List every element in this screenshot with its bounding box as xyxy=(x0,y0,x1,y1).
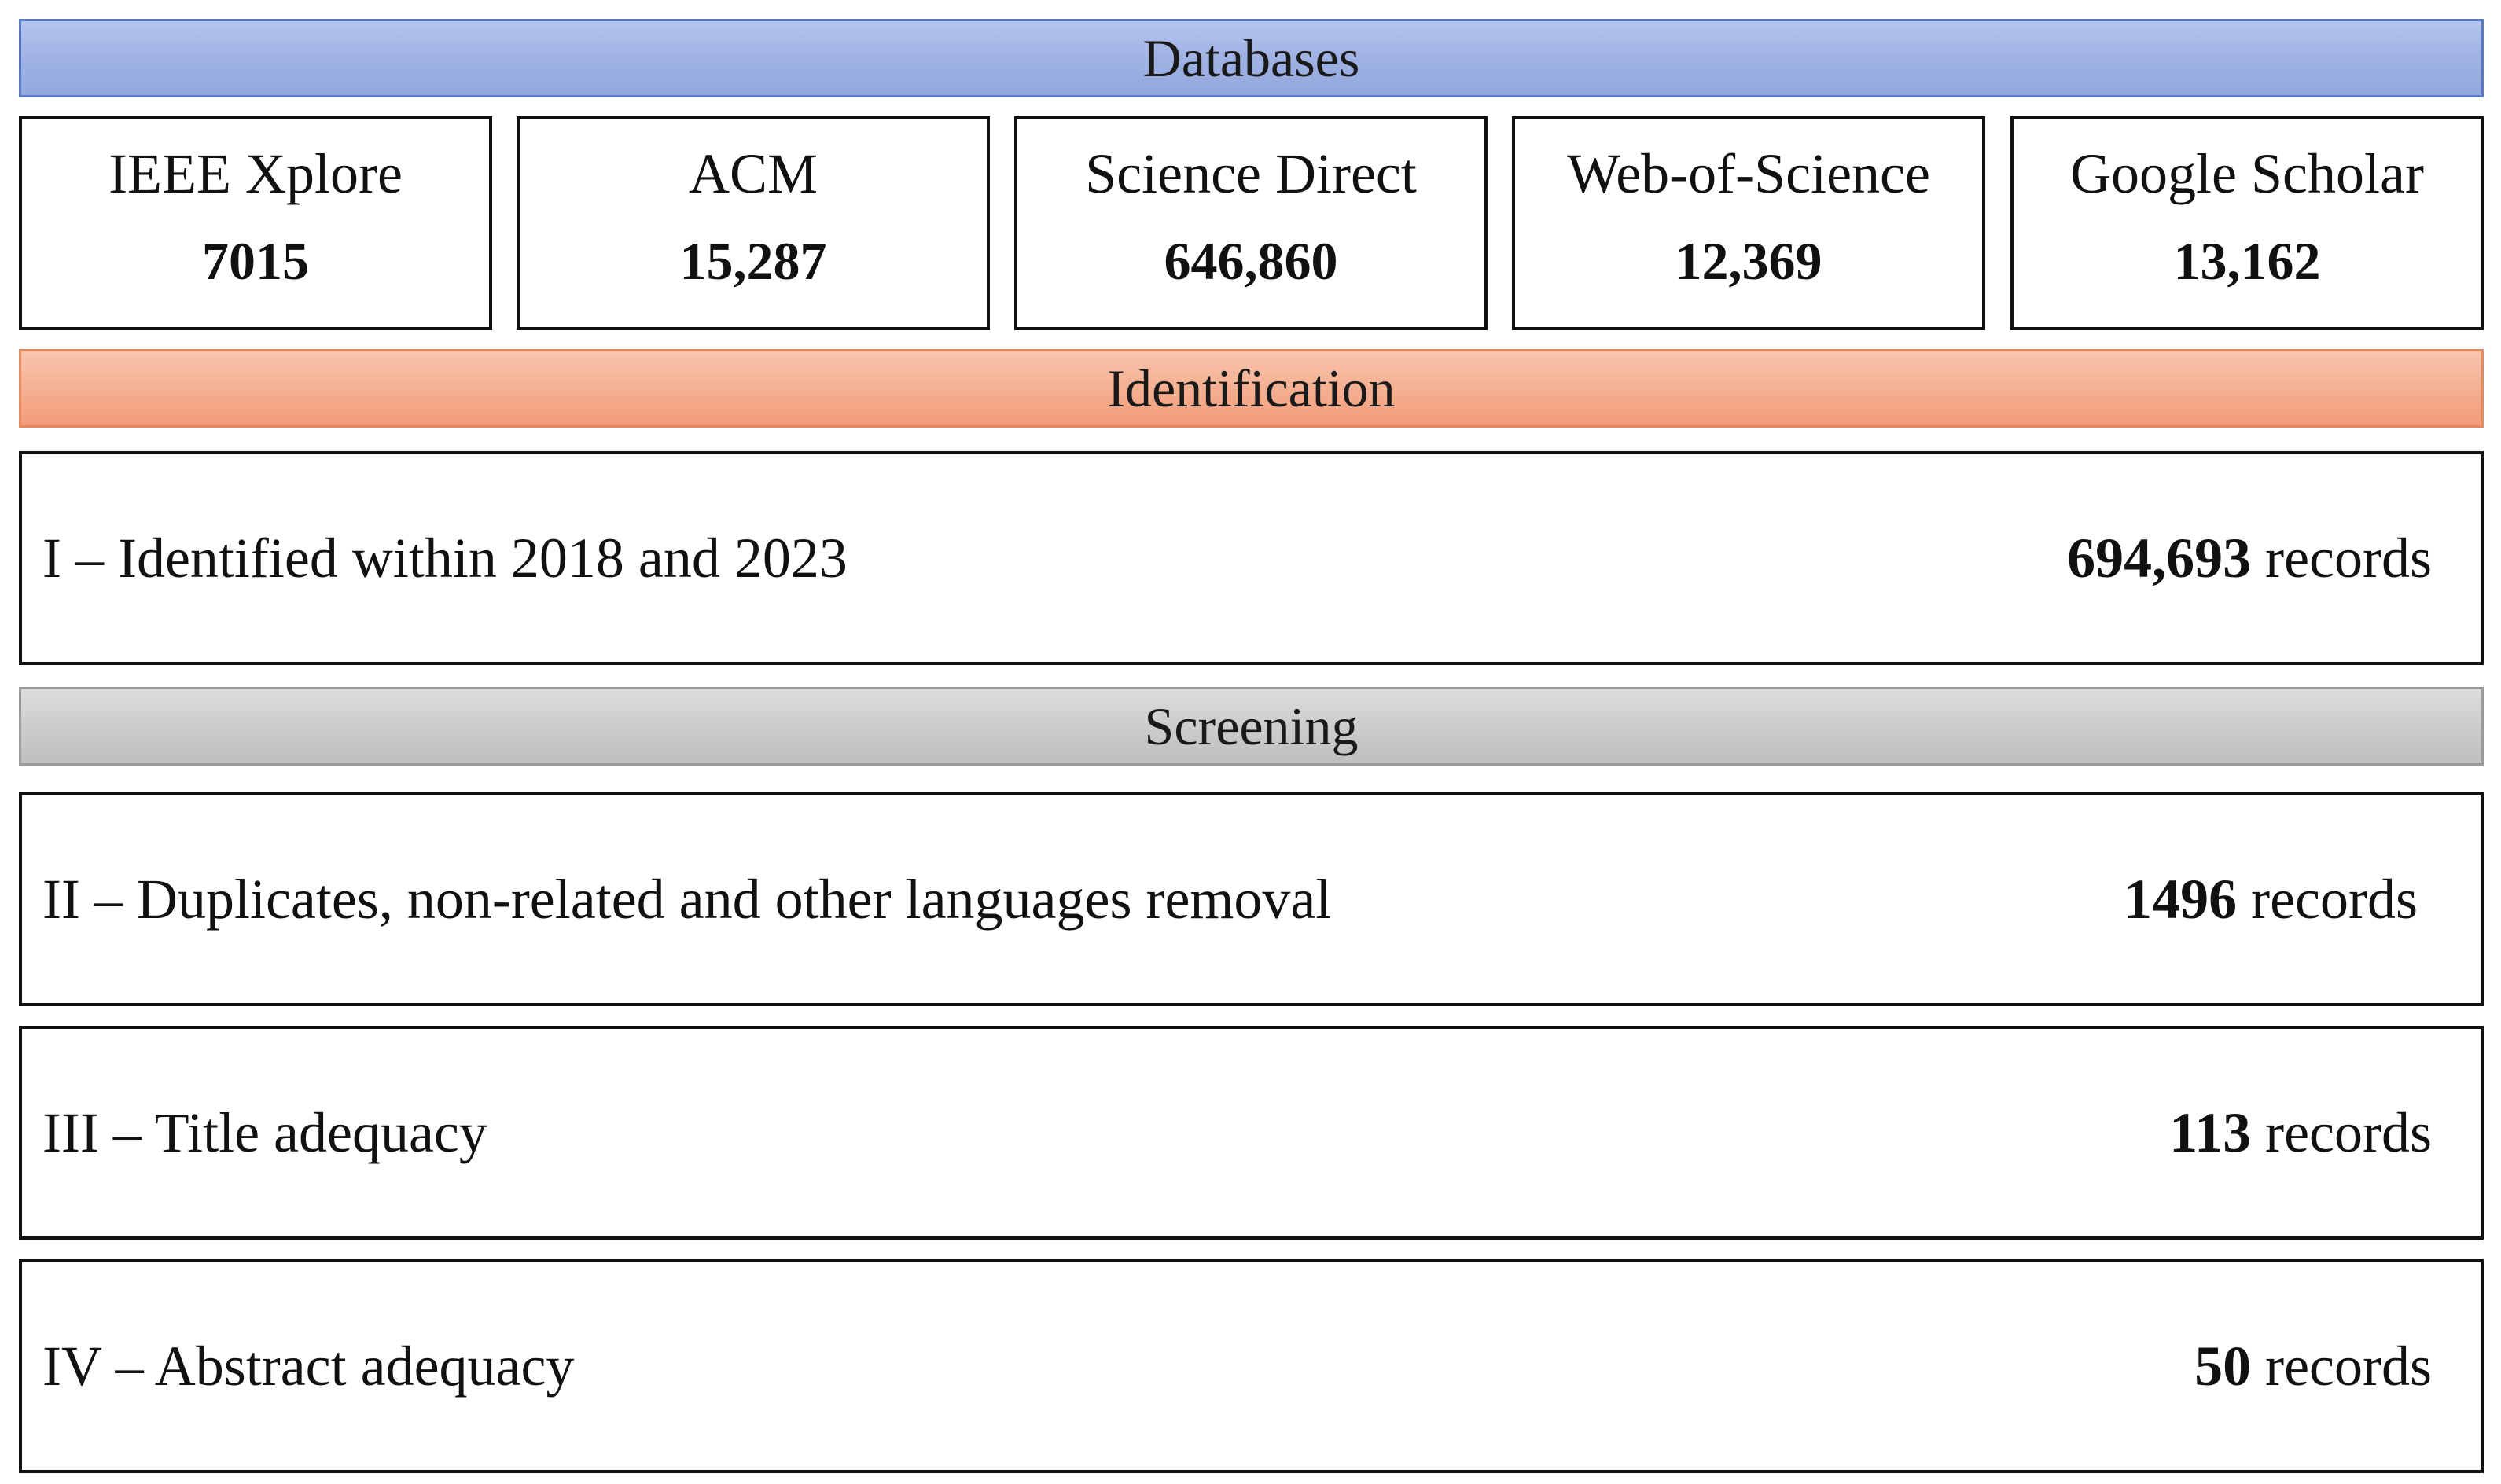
database-box-google-scholar xyxy=(2010,116,2484,330)
databases-header xyxy=(19,19,2484,97)
database-name: Science Direct xyxy=(1085,142,1417,205)
databases-header-label: Databases xyxy=(1142,28,1360,88)
database-box-web-of-science xyxy=(1512,116,1985,330)
screening-header-label: Screening xyxy=(1144,696,1359,756)
database-count: 13,162 xyxy=(2173,231,2321,291)
database-count: 7015 xyxy=(202,231,309,291)
stage-record-count xyxy=(2067,527,2432,590)
stage-box-identified xyxy=(19,451,2484,665)
record-count-number: 50 xyxy=(2194,1335,2252,1398)
database-name: ACM xyxy=(688,142,818,205)
record-count-number: 694,693 xyxy=(2067,527,2252,590)
stage-record-count xyxy=(2194,1335,2432,1398)
database-box-ieee-xplore xyxy=(19,116,492,330)
stage-label: III – Title adequacy xyxy=(42,1101,487,1164)
stage-box-abstract-adequacy xyxy=(19,1259,2484,1473)
stage-label: IV – Abstract adequacy xyxy=(42,1335,575,1398)
database-count: 15,287 xyxy=(679,231,827,291)
identification-header xyxy=(19,349,2484,428)
record-count-unit: records xyxy=(2265,1335,2432,1398)
stage-record-count xyxy=(2169,1101,2432,1164)
database-name: Web-of-Science xyxy=(1567,142,1930,205)
stage-label: II – Duplicates, non-related and other languages removal xyxy=(42,868,1332,931)
record-count-unit: records xyxy=(2251,868,2418,931)
stage-box-duplicates-removal xyxy=(19,792,2484,1006)
stage-record-count xyxy=(2124,868,2418,931)
stage-label: I – Identified within 2018 and 2023 xyxy=(42,527,848,590)
record-count-number: 113 xyxy=(2169,1101,2252,1164)
screening-header xyxy=(19,687,2484,766)
database-count: 12,369 xyxy=(1675,231,1822,291)
database-box-science-direct xyxy=(1014,116,1488,330)
stage-box-title-adequacy xyxy=(19,1026,2484,1240)
record-count-unit: records xyxy=(2265,1101,2432,1164)
database-count: 646,860 xyxy=(1164,231,1338,291)
database-box-acm xyxy=(517,116,990,330)
record-count-unit: records xyxy=(2265,527,2432,590)
record-count-number: 1496 xyxy=(2124,868,2238,931)
database-name: IEEE Xplore xyxy=(108,142,403,205)
database-name: Google Scholar xyxy=(2070,142,2424,205)
identification-header-label: Identification xyxy=(1107,358,1396,418)
